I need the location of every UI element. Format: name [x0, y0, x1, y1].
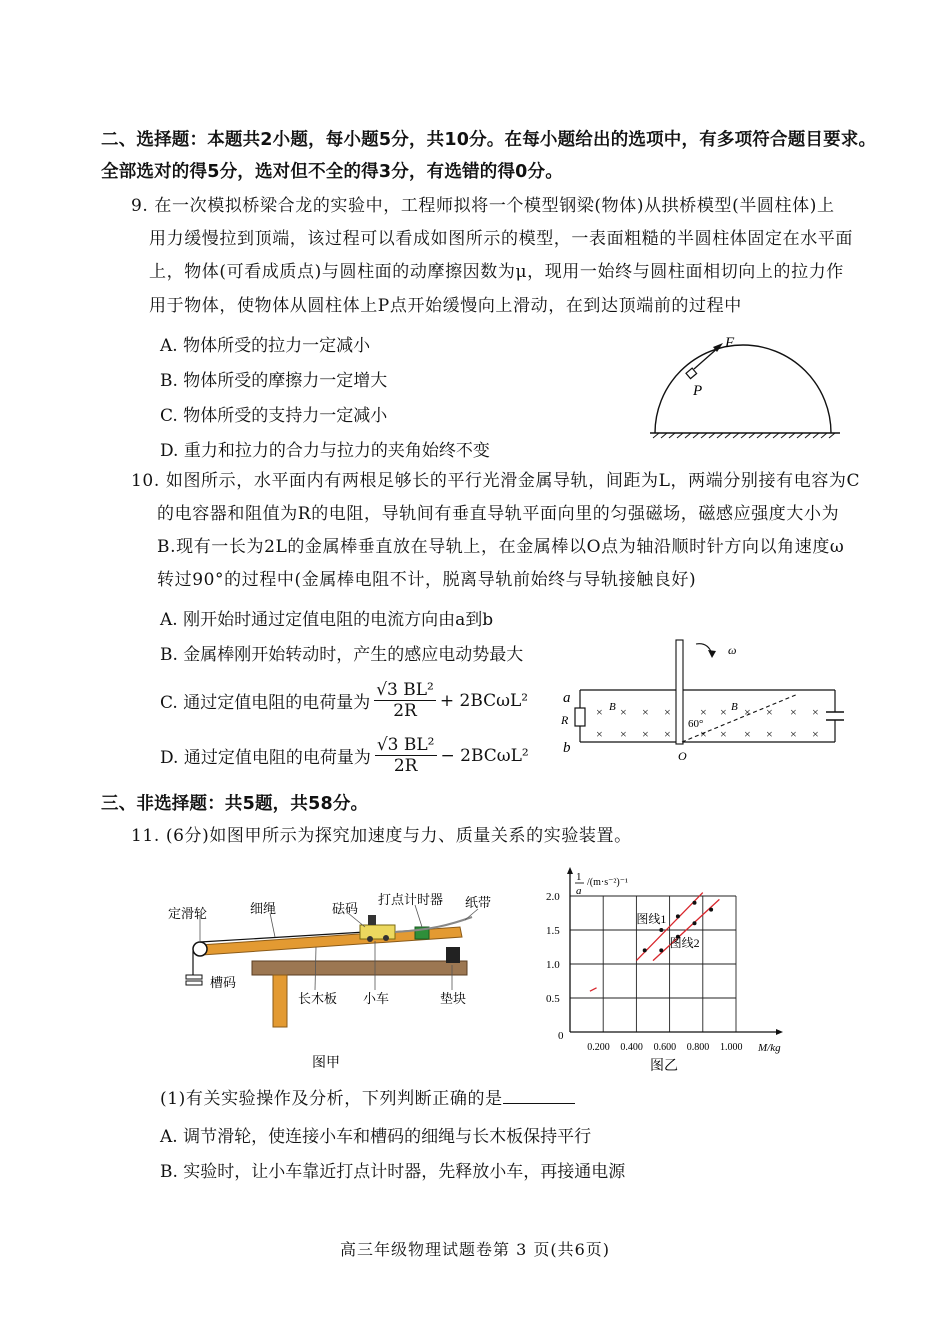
- fraction-numerator: √3 BL²: [376, 680, 434, 700]
- metal-rod: [676, 640, 683, 744]
- q10-option-c-tail: + 2BCωL²: [439, 690, 529, 711]
- ground-hatch: [653, 433, 835, 438]
- weight-on-cart: [368, 915, 376, 925]
- x-tick-label: 0.600: [653, 1042, 677, 1053]
- q10-line2: 的电容器和阻值为R的电阻，导轨间有垂直导轨平面向里的匀强磁场，磁感应强度大小为: [157, 504, 840, 524]
- svg-text:×: ×: [596, 727, 603, 741]
- svg-text:×: ×: [700, 727, 707, 741]
- magnetic-field-symbols: [596, 705, 819, 741]
- y-tick-label: 1.5: [546, 925, 560, 937]
- svg-text:×: ×: [720, 705, 727, 719]
- svg-text:×: ×: [812, 727, 819, 741]
- resistor: [575, 708, 585, 726]
- q9-option-c: C. 物体所受的支持力一定减小: [160, 406, 388, 426]
- label-timer: 打点计时器: [378, 892, 444, 907]
- caption-jia: 图甲: [312, 1056, 340, 1071]
- x-tick-labels: [587, 1042, 742, 1053]
- data-point: [676, 914, 680, 918]
- svg-text:×: ×: [620, 705, 627, 719]
- label-omega: ω: [728, 643, 737, 657]
- q10-option-c: [160, 680, 528, 721]
- page-footer: 高三年级物理试题卷第 3 页(共6页): [339, 1240, 611, 1259]
- x-tick-label: 0.400: [620, 1042, 643, 1053]
- q9-line4: 用于物体，使物体从圆柱体上P点开始缓慢向上滑动，在到达顶端前的过程中: [149, 296, 742, 316]
- label-cart: 小车: [363, 991, 390, 1006]
- label-board: 长木板: [298, 991, 338, 1006]
- q10-option-a: A. 刚开始时通过定值电阻的电流方向由a到b: [160, 610, 494, 630]
- q11-graph-figure: [540, 858, 790, 1073]
- semicylinder-arc: [655, 345, 831, 433]
- section2-title-line2: 全部选对的得5分，选对但不全的得3分，有选错的得0分。: [101, 162, 563, 182]
- x-tick-label: 0.800: [686, 1042, 710, 1053]
- q10-option-b: B. 金属棒刚开始转动时，产生的感应电动势最大: [160, 645, 524, 665]
- q9-line1: 9. 在一次模拟桥梁合龙的实验中，工程师拟将一个模型钢梁(物体)从拱桥模型(半圆柱体)上: [131, 196, 835, 216]
- q11-option-b: B. 实验时，让小车靠近打点计时器，先释放小车，再接通电源: [160, 1162, 626, 1182]
- label-b-field-left: B: [609, 701, 616, 713]
- label-p: P: [693, 383, 703, 399]
- caption-yi: 图乙: [650, 1059, 678, 1073]
- label-r: R: [561, 713, 569, 727]
- svg-text:×: ×: [790, 727, 797, 741]
- data-point: [693, 921, 697, 925]
- y-tick-label: 1.0: [546, 959, 560, 971]
- q9-option-b: B. 物体所受的摩擦力一定增大: [160, 371, 388, 391]
- label-tray: 槽码: [210, 975, 237, 990]
- q10-option-d-tail: − 2BCωL²: [440, 745, 529, 766]
- q11-apparatus-figure: [160, 875, 510, 1075]
- label-pulley: 定滑轮: [168, 906, 208, 921]
- section2-title-line1: 二、选择题：本题共2小题，每小题5分，共10分。在每小题给出的选项中，有多项符合题目要求。: [101, 130, 877, 150]
- label-b-field-right: B: [731, 701, 738, 713]
- q10-option-d-text: D. 通过定值电阻的电荷量为: [160, 748, 371, 768]
- y-label-num: 1: [576, 871, 582, 883]
- q10-option-d-fraction: [375, 735, 437, 776]
- label-f: F: [725, 335, 735, 351]
- data-point: [709, 908, 713, 912]
- q10-option-d: [160, 735, 529, 776]
- svg-text:×: ×: [744, 705, 751, 719]
- series-label-1: 图线1: [636, 912, 667, 927]
- label-angle: 60°: [688, 718, 704, 730]
- svg-text:×: ×: [642, 727, 649, 741]
- y-unit-label: /(m·s⁻²)⁻¹: [587, 877, 628, 888]
- series-label-2: 图线2: [669, 936, 700, 950]
- q9-option-d: D. 重力和拉力的合力与拉力的夹角始终不变: [160, 441, 490, 461]
- answer-blank[interactable]: [503, 1089, 575, 1104]
- fraction-numerator: √3 BL²: [376, 735, 435, 755]
- svg-text:×: ×: [790, 705, 797, 719]
- label-o: O: [678, 749, 687, 763]
- extra-segment: [590, 988, 597, 991]
- pulley: [193, 942, 207, 956]
- support-block: [446, 947, 460, 963]
- x-tick-label: 1.000: [720, 1042, 743, 1053]
- svg-text:×: ×: [596, 705, 603, 719]
- fraction-denominator: 2R: [393, 756, 418, 776]
- q10-option-c-fraction: [374, 680, 436, 721]
- svg-text:×: ×: [620, 727, 627, 741]
- svg-text:×: ×: [766, 727, 773, 741]
- svg-text:×: ×: [720, 727, 727, 741]
- y-tick-labels: [546, 891, 560, 1005]
- origin-label: 0: [558, 1030, 564, 1042]
- y-tick-label: 0.5: [546, 993, 560, 1005]
- data-point: [643, 948, 647, 952]
- label-a: a: [563, 690, 571, 706]
- q9-option-a: A. 物体所受的拉力一定减小: [160, 336, 371, 356]
- data-point: [659, 928, 663, 932]
- y-label-den: a: [576, 885, 582, 897]
- section3-title: 三、非选择题：共5题，共58分。: [101, 794, 369, 814]
- fraction-denominator: 2R: [393, 701, 417, 721]
- x-axis-label: M/kg: [758, 1042, 781, 1054]
- q11-line1: 11. (6分)如图甲所示为探究加速度与力、质量关系的实验装置。: [131, 826, 632, 846]
- q10-line3: B.现有一长为2L的金属棒垂直放在导轨上，在金属棒以O点为轴沿顺时针方向以角速度ω: [157, 537, 845, 557]
- q10-line1: 10. 如图所示，水平面内有两根足够长的平行光滑金属导轨，间距为L，两端分别接有电容为C: [131, 471, 861, 491]
- svg-text:×: ×: [664, 727, 671, 741]
- q9-semicylinder-figure: [645, 325, 845, 440]
- svg-text:×: ×: [700, 705, 707, 719]
- q9-line3: 上，物体(可看成质点)与圆柱面的动摩擦因数为μ，现用一始终与圆柱面相切向上的拉力作: [149, 262, 844, 282]
- weight-tray: [186, 975, 202, 979]
- label-b: b: [563, 740, 571, 756]
- svg-text:×: ×: [642, 705, 649, 719]
- q10-rail-figure: [560, 632, 860, 767]
- svg-text:×: ×: [664, 705, 671, 719]
- table-top: [252, 961, 467, 975]
- label-rope: 细绳: [250, 901, 277, 916]
- q11-option-a: A. 调节滑轮，使连接小车和槽码的细绳与长木板保持平行: [160, 1127, 592, 1147]
- svg-text:×: ×: [812, 705, 819, 719]
- q9-line2: 用力缓慢拉到顶端，该过程可以看成如图所示的模型，一表面粗糙的半圆柱体固定在水平面: [149, 229, 853, 249]
- q10-option-c-text: C. 通过定值电阻的电荷量为: [160, 693, 371, 713]
- data-point: [659, 948, 663, 952]
- svg-text:×: ×: [766, 705, 773, 719]
- data-point: [693, 901, 697, 905]
- label-weight: 砝码: [332, 901, 359, 916]
- cart: [360, 925, 395, 939]
- svg-text:×: ×: [744, 727, 751, 741]
- label-block: 垫块: [440, 991, 467, 1006]
- x-tick-label: 0.200: [587, 1042, 610, 1053]
- q10-line4: 转过90°的过程中(金属棒电阻不计，脱离导轨前始终与导轨接触良好): [157, 570, 697, 590]
- y-tick-label: 2.0: [546, 891, 560, 903]
- label-tape: 纸带: [465, 895, 492, 910]
- q11-sub1: [160, 1087, 575, 1111]
- q11-sub1-text: (1)有关实验操作及分析，下列判断正确的是: [160, 1089, 503, 1109]
- block-p: [686, 368, 697, 379]
- table-leg: [273, 975, 287, 1027]
